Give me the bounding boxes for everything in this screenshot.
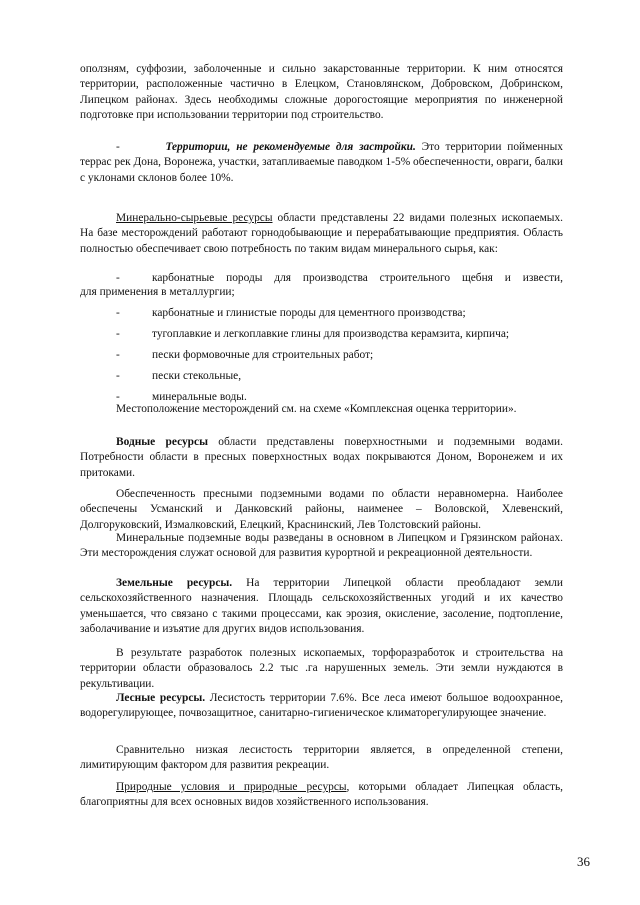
heading-water-resources: Водные ресурсы — [116, 436, 208, 448]
paragraph-text: области представлены 22 видами полезных ископаемых. На базе месторождений работают горнодобывающие и перерабатывающие предприятия. Область полностью обеспечивает свою потребность по таким видам минерального сырья, как: — [80, 212, 564, 255]
paragraph-mineral-waters — [80, 531, 563, 562]
paragraph-land-resources — [80, 576, 563, 638]
list-item-continuation: для применения в металлургии; — [80, 286, 235, 298]
list-item: - тугоплавкие и легкоплавкие глины для производства керамзита, кирпича; — [116, 328, 510, 340]
paragraph-text: В результате разработок полезных ископаемых, торфоразработок и строительства на территории области образовалось 2.2 тыс .га нарушенных земель. Эти земли нуждаются в рекультивации. — [80, 647, 563, 690]
paragraph-water-resources — [80, 435, 563, 481]
paragraph-text: Сравнительно низкая лесистость территории является, в определенной степени, лимитирующим фактором для развития рекреации. — [80, 744, 563, 772]
paragraph-natural-conditions — [80, 780, 563, 811]
paragraph-text: оползням, суффозии, заболоченные и сильно закарстованные территории. К ним относятся территории, расположенные частично в Елецком, Становлянском, Добровском, Добринском, Липецком районах. Здесь необходимы сложные дорогостоящие мероприятия по инженерной подготовке при использовании территории под строительство. — [80, 63, 563, 122]
heading-mineral-resources: Минерально-сырьевые ресурсы — [116, 212, 273, 224]
paragraph-text: Минеральные подземные воды разведаны в основном в Липецком и Грязинском районах. Эти месторождения служат основой для развития курортной и рекреационной деятельности. — [80, 532, 563, 560]
paragraph-text: области представлены поверхностными и подземными водами. Потребности области в пресных поверхностных водах покрываются Доном, Воронежем и их притоками. — [80, 436, 563, 479]
heading-land-resources: Земельные ресурсы. — [116, 577, 233, 589]
page-number: 36 — [577, 854, 590, 869]
paragraph-text: , которыми обладает Липецкая область, благоприятны для всех основных видов хозяйственного использования. — [80, 781, 563, 809]
term-not-recommended: Территории, не рекомендуемые для застройки. — [165, 141, 416, 153]
list-item: - пески стекольные, — [116, 370, 242, 382]
paragraph-text: Лесистость территории 7.6%. Все леса имеют большое водоохранное, водорегулирующее, почвозащитное, санитарно-гигиеническое климаторегулирующее значение. — [80, 692, 563, 720]
paragraph-forest-resources — [80, 691, 563, 722]
mineral-list — [80, 271, 563, 411]
list-item: - пески формовочные для строительных работ; — [116, 349, 374, 361]
paragraph-text: Обеспеченность пресными подземными водами по области неравномерна. Наиболее обеспечены Усманский и Данковский районы, наименее – Воловской, Хлевенский, Долгоруковский, Измалковский, Елецкий, Краснинский, Лев Толстовский районы. — [80, 488, 563, 531]
paragraph-text: На территории Липецкой области преобладают земли сельскохозяйственного назначения. Площадь сельскохозяйственных угодий и их качество уменьшается, что связано с такими процессами, как эрозия, окисление, засоление, подтопление, заболачивание и изъятие для других видов использования. — [80, 577, 564, 636]
paragraph-text: Это территории пойменных террас рек Дона, Воронежа, участки, затапливаемые паводком 1-5% обеспеченности, овраги, балки с уклонами склонов более 10%. — [80, 141, 563, 184]
paragraph-disturbed-lands — [80, 646, 563, 692]
paragraph-deposits-location — [80, 402, 563, 417]
paragraph-not-recommended — [80, 140, 563, 186]
paragraph-text: Местоположение месторождений см. на схеме «Комплексная оценка территории». — [116, 403, 517, 415]
paragraph-mineral-resources — [80, 211, 563, 257]
paragraph-unfavorable-territories — [80, 62, 563, 124]
heading-natural-conditions: Природные условия и природные ресурсы — [116, 781, 347, 793]
paragraph-groundwater — [80, 487, 563, 533]
paragraph-low-forest-cover — [80, 743, 563, 774]
dash-marker: - — [116, 141, 120, 153]
heading-forest-resources: Лесные ресурсы. — [116, 692, 206, 704]
list-item: - карбонатные и глинистые породы для цементного производства; — [116, 307, 466, 319]
list-item: - минеральные воды. — [116, 391, 247, 403]
list-item: - карбонатные породы для производства строительного щебня и извести, — [116, 272, 563, 284]
